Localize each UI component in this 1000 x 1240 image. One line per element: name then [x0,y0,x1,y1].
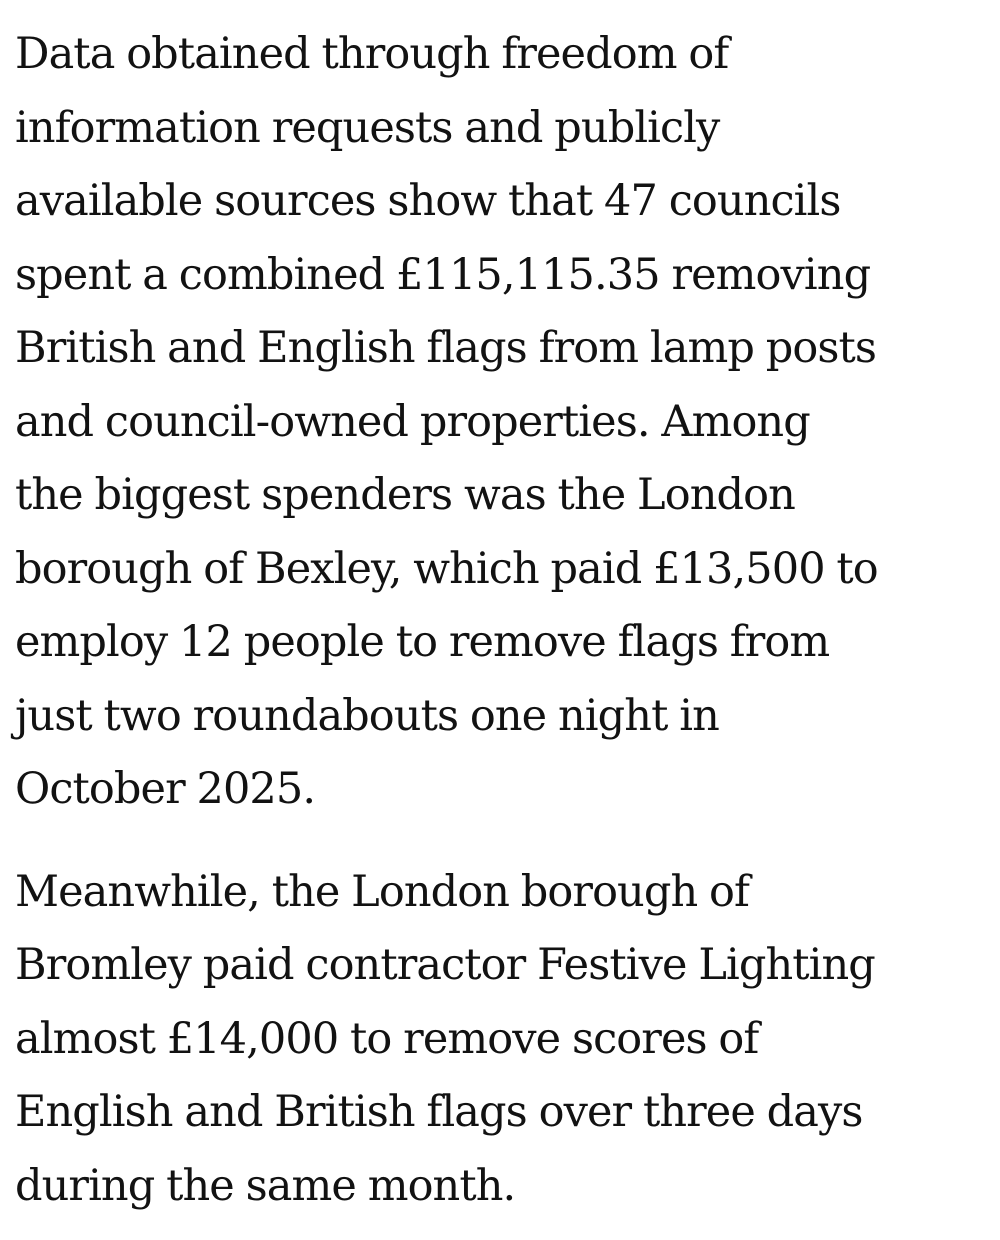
paragraph-line: Data obtained through freedom of [15,29,729,79]
paragraph-line: the biggest spenders was the London [15,470,795,520]
paragraph-line: and council-owned properties. Among [15,396,810,447]
paragraph-bromley-contractor [15,856,980,1224]
paragraph-line: Meanwhile, the London borough of [15,866,750,917]
paragraph-line: employ 12 people to remove flags from [15,617,830,667]
paragraph-line: just two roundabouts one night in [15,690,719,741]
paragraph-line: Bromley paid contractor Festive Lighting [15,940,875,990]
article-body [15,18,980,1223]
paragraph-line: borough of Bexley, which paid £13,500 to [15,543,878,594]
paragraph-line: almost £14,000 to remove scores of [15,1013,759,1064]
paragraph-line: British and English flags from lamp posts [15,323,877,373]
paragraph-line: October 2025. [15,764,316,814]
paragraph-line: spent a combined £115,115.35 removing [15,249,871,300]
paragraph-line: available sources show that 47 councils [15,176,841,226]
paragraph-line: during the same month. [15,1160,516,1211]
paragraph-council-spending [15,18,980,827]
paragraph-line: English and British flags over three days [15,1087,863,1137]
paragraph-line: information requests and publicly [15,102,720,153]
